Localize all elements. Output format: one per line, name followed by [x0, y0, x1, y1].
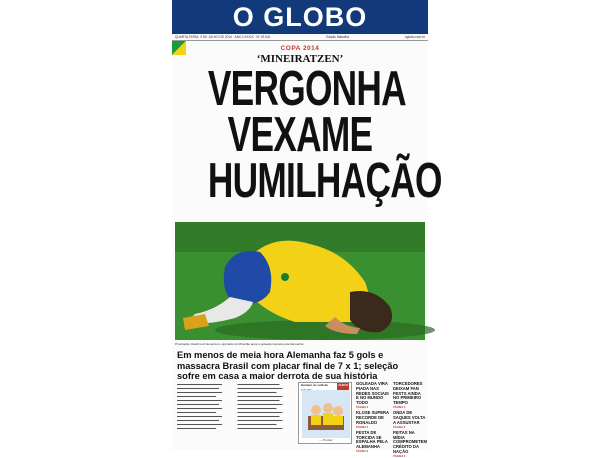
newspaper-logo: O GLOBO	[232, 2, 368, 32]
newspaper-front-page	[172, 0, 442, 458]
teaser-title: GOLEADA VIRA PIADA NAS REDES SOCIAIS E NO MUNDO TODO	[356, 381, 389, 406]
teaser-page: PÁGINA 3	[356, 405, 369, 409]
cartoon-illustration	[302, 390, 350, 438]
teaser-title: FEITAS NA MÍDIA COMPROMETEM CRÉDITO DA NAÇÃO	[393, 429, 427, 454]
section-kicker: COPA 2014	[280, 45, 320, 52]
article-column-2: ▬▬▬▬▬▬▬▬▬▬▬▬▬▬ ▬▬▬▬▬▬▬▬▬▬▬▬▬▬▬ ▬▬▬▬▬▬▬▬▬▬▬▬▬ ▬▬▬▬▬▬▬▬▬▬▬▬▬▬▬ ▬▬▬▬▬▬▬▬▬▬▬▬▬▬ ▬▬▬▬▬▬▬▬▬▬▬▬▬▬▬ ▬▬▬▬▬▬▬▬▬▬▬▬▬ ▬▬▬▬▬▬▬▬▬▬▬▬▬▬▬ ▬▬▬▬▬▬▬▬▬▬▬▬▬▬ ▬▬▬▬▬▬▬▬▬▬▬▬▬▬▬ ▬▬▬▬▬▬▬▬▬▬▬▬▬ ▬▬▬▬▬▬▬▬▬▬▬▬▬▬▬	[237, 382, 283, 430]
masthead	[172, 0, 428, 34]
teaser-item[interactable]	[393, 431, 426, 458]
teaser-item[interactable]	[356, 382, 391, 409]
teaser-page: PÁGINA 6	[356, 449, 369, 453]
headline-deck: Em menos de meia hora Alemanha faz 5 gols e massacra Brasil com placar final de 7 x 1; seleção sofre em casa a maior derrota de sua história	[177, 350, 399, 381]
teaser-title: ONDA DE SAQUES VOLTA A ASSUSTAR	[393, 410, 426, 425]
dateline-left: QUARTA-FEIRA, 9 DE JULHO DE 2014 · ANO LXXXIX · Nº 29.541	[175, 35, 271, 39]
lead-photo	[175, 222, 425, 340]
teaser-column-1	[356, 381, 391, 453]
teaser-page: PÁGINA 9	[393, 454, 406, 458]
cartoon-tag: CHICO	[337, 383, 349, 393]
teaser-item[interactable]	[393, 382, 426, 409]
teaser-item[interactable]	[393, 411, 426, 429]
teaser-page: PÁGINA 4	[393, 405, 406, 409]
headline-line-3: HUMILHAÇÃO	[207, 154, 442, 208]
main-headline	[207, 62, 442, 208]
player-kneeling-illustration	[175, 222, 425, 340]
photo-caption: Prostração. David Luiz lamenta no gramado do Mineirão após a goleada imposta pela Alemanha	[175, 342, 304, 346]
article-column-1: ▬▬▬▬▬▬▬▬▬▬▬▬▬▬▬ ▬▬▬▬▬▬▬▬▬▬▬▬▬▬ ▬▬▬▬▬▬▬▬▬▬▬▬▬▬▬ ▬▬▬▬▬▬▬▬▬▬▬▬▬ ▬▬▬▬▬▬▬▬▬▬▬▬▬▬▬ ▬▬▬▬▬▬▬▬▬▬▬▬▬▬ ▬▬▬▬▬▬▬▬▬▬▬▬▬▬▬ ▬▬▬▬▬▬▬▬▬▬▬▬▬ ▬▬▬▬▬▬▬▬▬▬▬▬▬▬▬ ▬▬▬▬▬▬▬▬▬▬▬▬▬▬ ▬▬▬▬▬▬▬▬▬▬▬▬▬▬▬ ▬▬▬▬▬▬▬▬▬▬▬▬▬	[177, 382, 222, 430]
dateline-mid: Edição Matutina	[326, 35, 350, 39]
headline-line-2: VEXAME	[227, 108, 373, 162]
teaser-page: PÁGINA 5	[356, 425, 369, 429]
cartoon-caption: — Pronto!	[319, 438, 333, 442]
teaser-title: FESTA DE TORCIDA SE ESPALHA PELA ALEMANHA	[356, 429, 388, 450]
dateline-right: oglobo.com.br	[404, 35, 425, 39]
sub-kicker: ‘MINEIRATZEN’	[256, 53, 344, 65]
teaser-item[interactable]	[356, 411, 391, 429]
teaser-title: TORCEDORES DEIXAM FAN FESTS AINDA NO PRIMEIRO TEMPO	[393, 381, 423, 406]
cartoon-title: Homem no sofá da	[301, 383, 328, 387]
headline-line-1: VERGONHA	[207, 62, 406, 116]
article-body	[177, 382, 295, 444]
teaser-column-2	[393, 381, 427, 458]
dateline-bar	[172, 34, 428, 41]
cartoon-box	[298, 382, 352, 444]
teaser-title: KLOSE SUPERA RECORDE DE RONALDO	[356, 410, 389, 425]
teaser-page: PÁGINA 8	[393, 425, 406, 429]
teaser-item[interactable]	[356, 431, 391, 453]
cartoon-drawing	[302, 390, 350, 438]
